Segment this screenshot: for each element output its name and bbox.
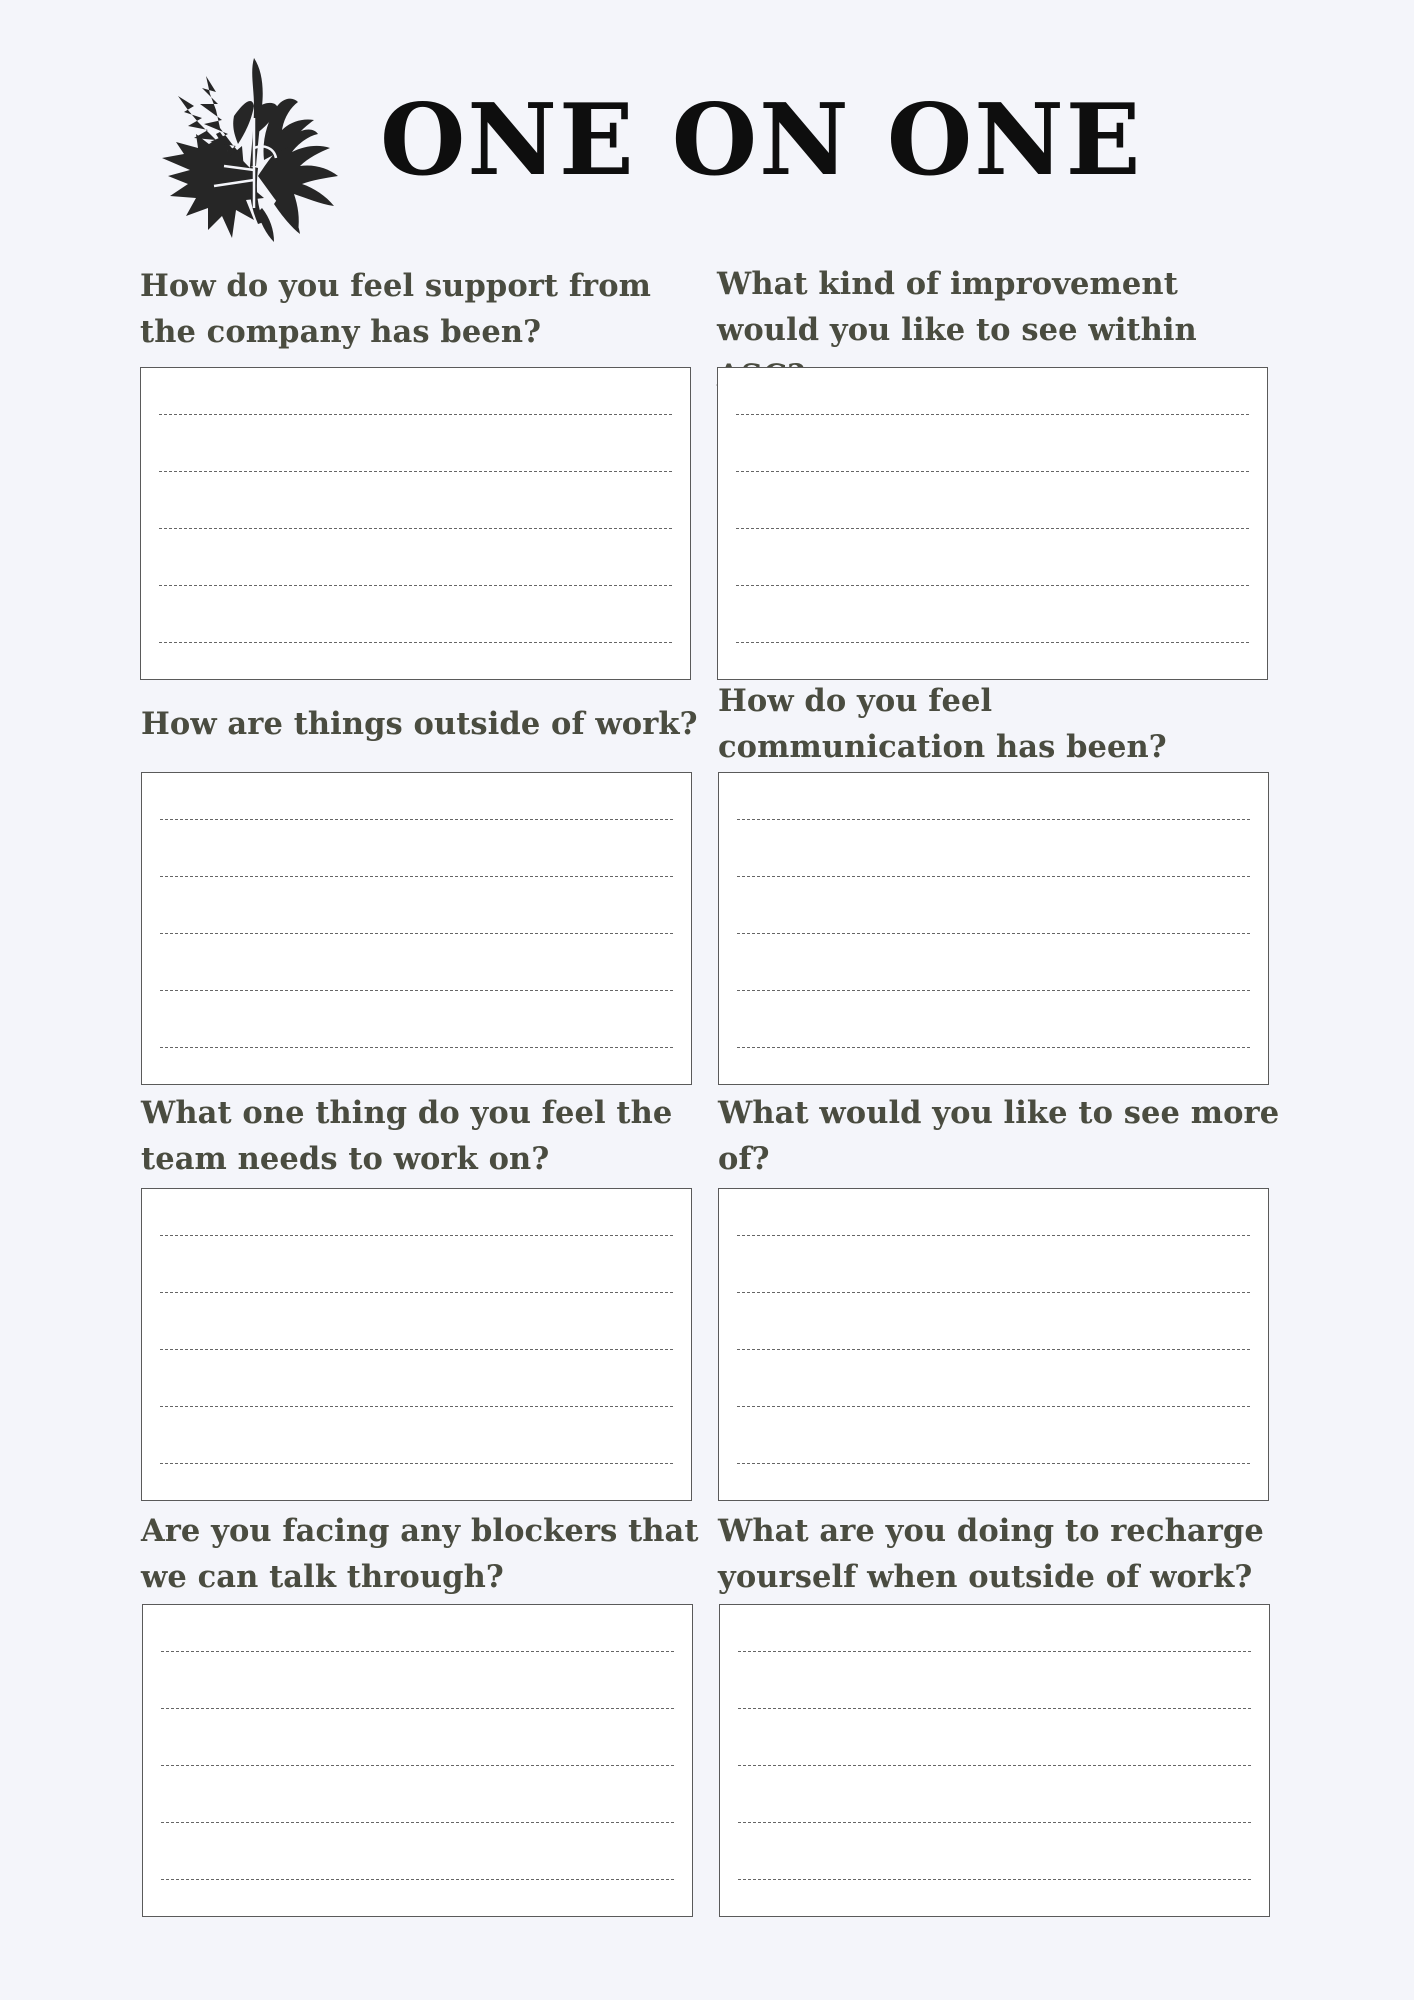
answer-line[interactable] [161,1879,674,1880]
answer-line[interactable] [160,1349,673,1350]
answer-line[interactable] [159,414,672,415]
answer-line[interactable] [738,1708,1251,1709]
answer-line[interactable] [161,1822,674,1823]
answer-line[interactable] [737,1463,1250,1464]
answer-line[interactable] [737,1349,1250,1350]
answer-line[interactable] [160,819,673,820]
answer-box-team-work-on[interactable] [141,1188,692,1501]
answer-box-recharge[interactable] [719,1604,1270,1917]
page-title: ONE ON ONE [380,83,1143,198]
question-support: How do you feel support from the company has been? [140,268,652,350]
answer-line[interactable] [736,471,1249,472]
answer-line[interactable] [159,528,672,529]
answer-box-support[interactable] [140,367,691,680]
answer-line[interactable] [737,1292,1250,1293]
answer-line[interactable] [160,1235,673,1236]
question-recharge: What are you doing to recharge yourself when outside of work? [718,1513,1264,1595]
answer-line[interactable] [160,876,673,877]
question-blockers: Are you facing any blockers that we can talk through? [141,1513,699,1595]
answer-line[interactable] [736,642,1249,643]
answer-line[interactable] [161,1765,674,1766]
answer-line[interactable] [159,471,672,472]
answer-line[interactable] [160,1292,673,1293]
answer-line[interactable] [738,1651,1251,1652]
question-improvement: What kind of improvement would you like to see within [717,266,1197,348]
answer-line[interactable] [737,876,1250,877]
answer-line[interactable] [736,528,1249,529]
question-outside-work: How are things outside of work? [141,706,698,742]
answer-box-blockers[interactable] [142,1604,693,1917]
answer-line[interactable] [160,990,673,991]
answer-line[interactable] [738,1879,1251,1880]
question-team-work-on: What one thing do you feel the team needs to work on? [141,1095,673,1177]
answer-box-communication[interactable] [718,772,1269,1085]
answer-line[interactable] [737,1047,1250,1048]
answer-line[interactable] [737,819,1250,820]
answer-line[interactable] [738,1822,1251,1823]
question-communication: How do you feel communication has been? [718,683,1167,765]
answer-line[interactable] [737,933,1250,934]
answer-line[interactable] [738,1765,1251,1766]
answer-line[interactable] [161,1708,674,1709]
answer-line[interactable] [736,585,1249,586]
answer-box-see-more-of[interactable] [718,1188,1269,1501]
question-see-more-of: What would you like to see more of? [718,1095,1280,1177]
answer-line[interactable] [737,1235,1250,1236]
answer-line[interactable] [159,642,672,643]
answer-box-outside-work[interactable] [141,772,692,1085]
answer-line[interactable] [159,585,672,586]
answer-line[interactable] [737,990,1250,991]
answer-line[interactable] [160,1463,673,1464]
answer-line[interactable] [736,414,1249,415]
answer-line[interactable] [161,1651,674,1652]
answer-line[interactable] [160,933,673,934]
answer-line[interactable] [737,1406,1250,1407]
answer-line[interactable] [160,1406,673,1407]
answer-box-improvement[interactable] [717,367,1268,680]
maple-leaf-logo-icon [158,48,348,246]
answer-line[interactable] [160,1047,673,1048]
